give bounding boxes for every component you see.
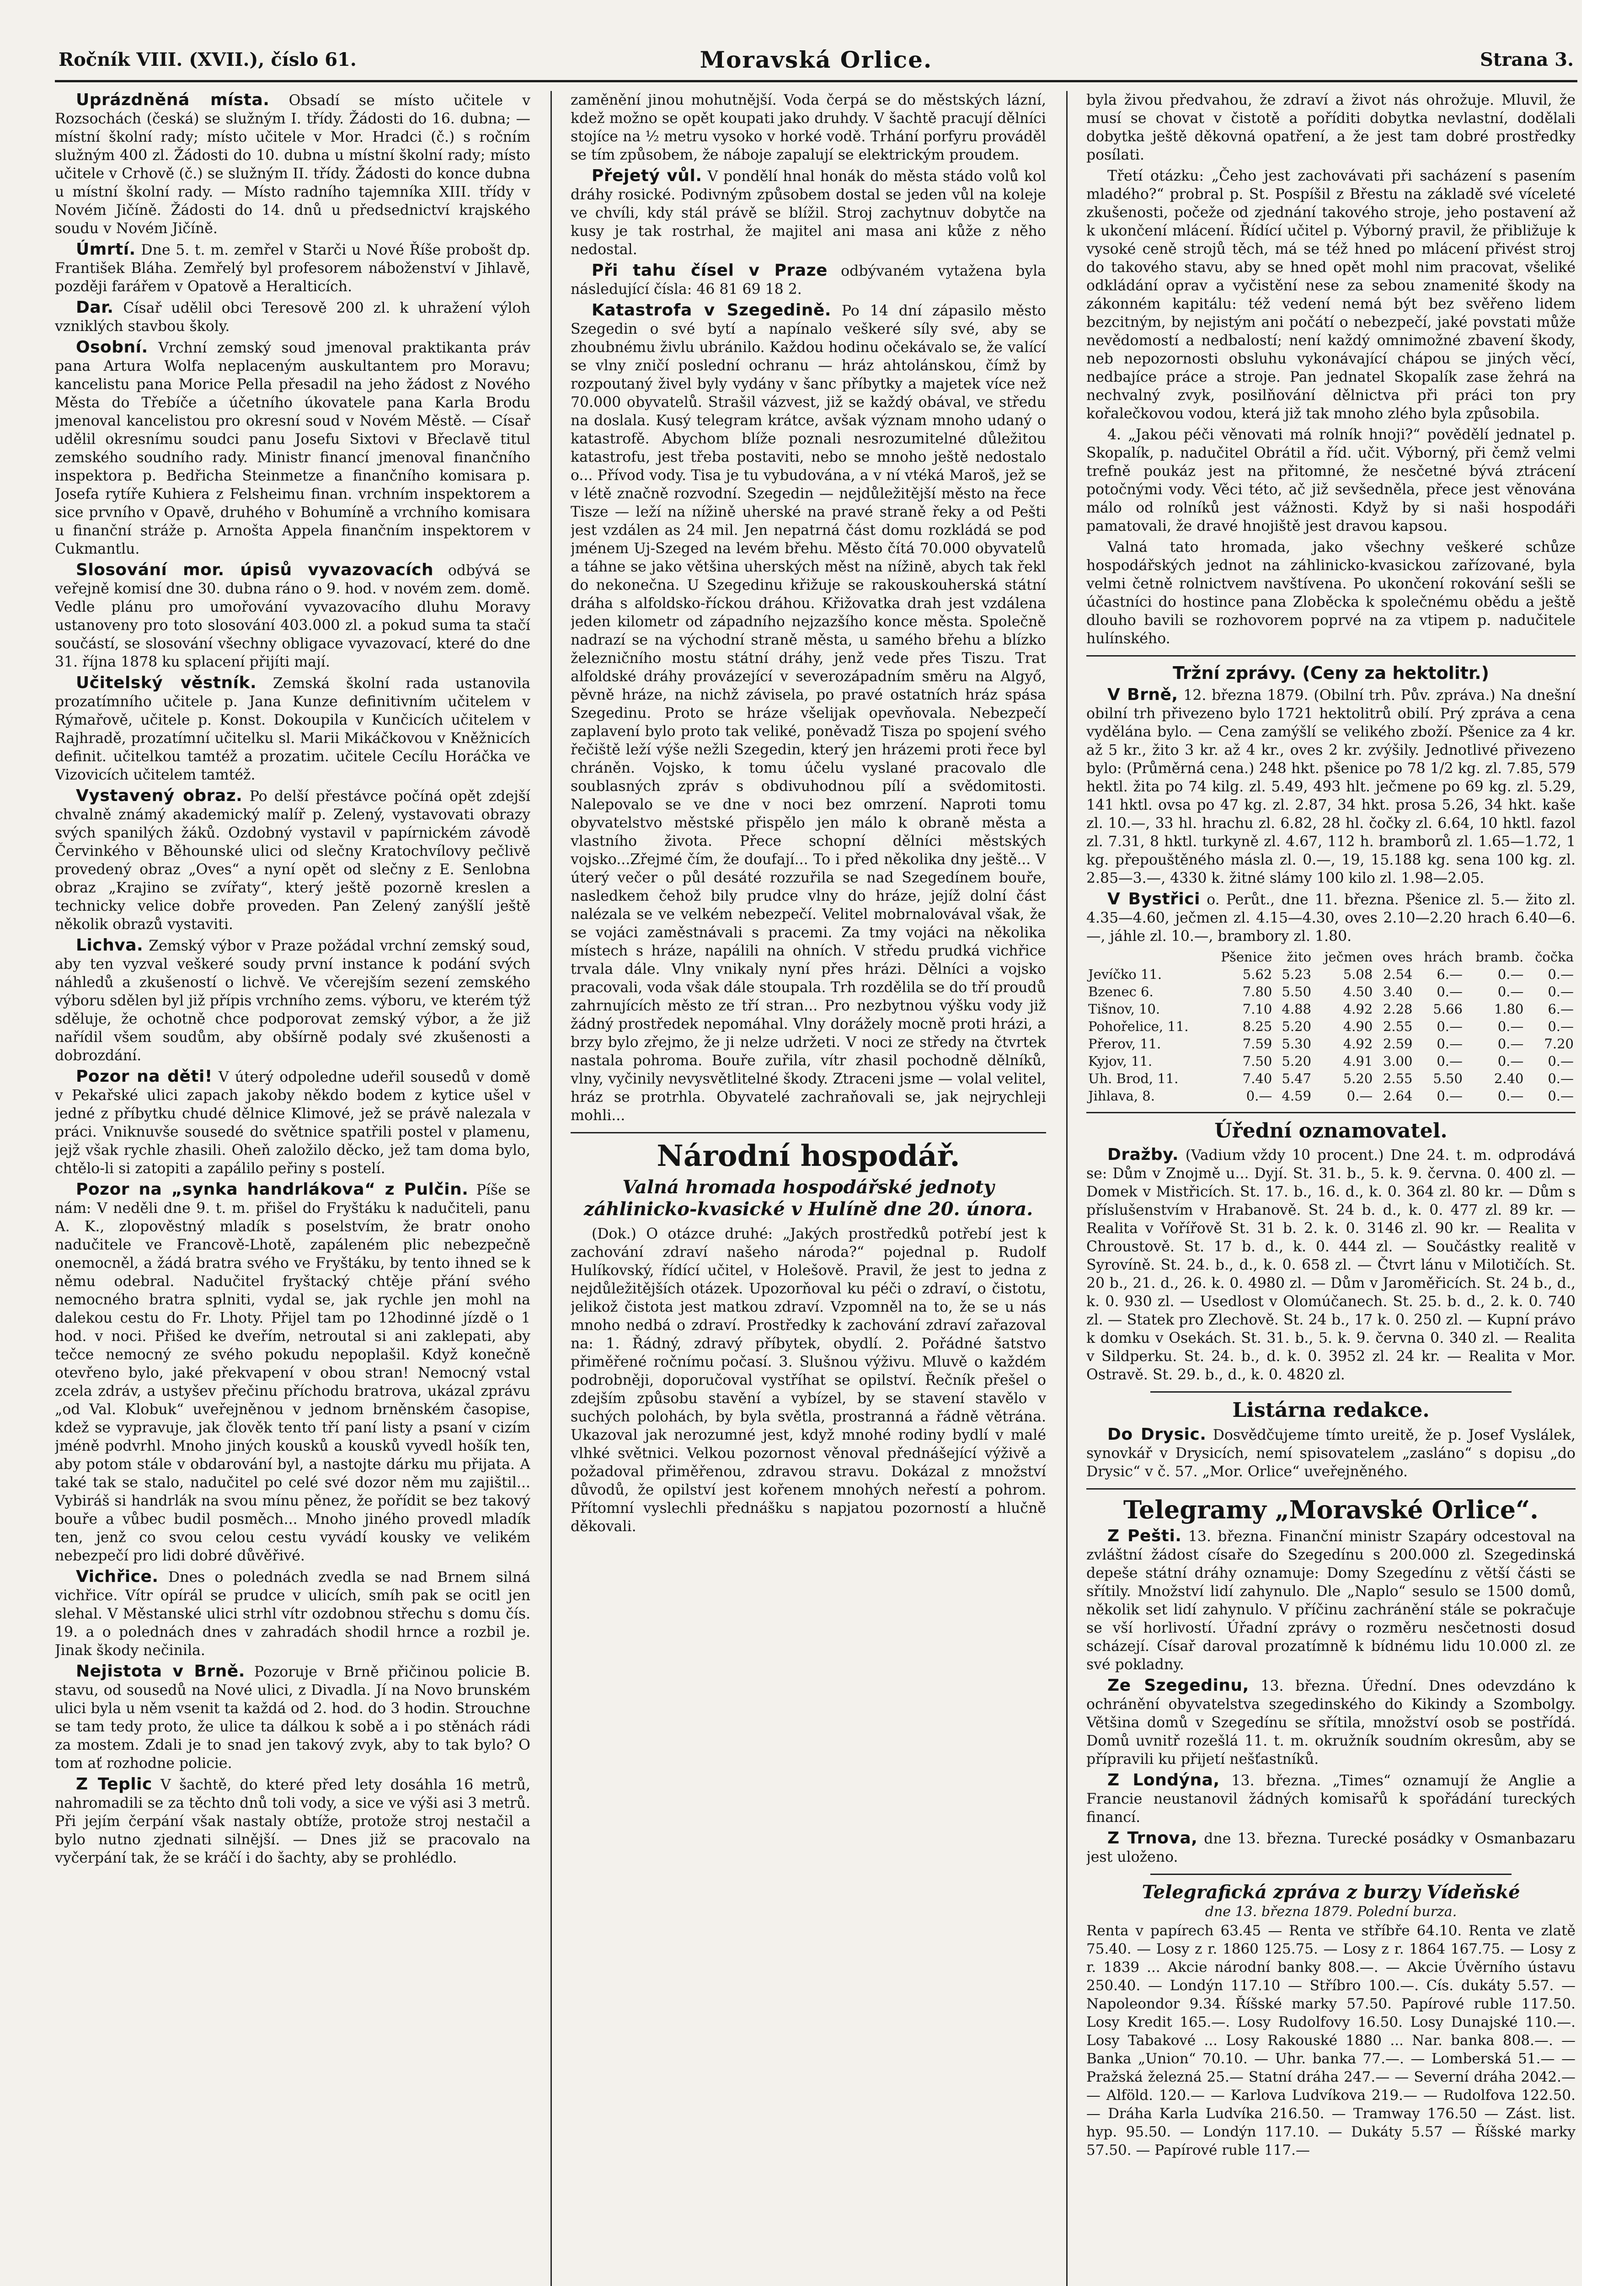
article-keyword: Z Pešti. — [1107, 1527, 1182, 1545]
column-1 — [55, 91, 530, 2286]
article-text: dne 13. března. Turecké posádky v Osmanbazaru jest uloženo. — [1086, 1831, 1576, 1865]
article-text: Dne 5. t. m. zemřel v Starči u Nové Říše probošt dp. František Bláha. Zemřelý byl profesorem náboženství v Jihlavě, později farářem v Opatově a Heralticích. — [55, 242, 530, 295]
article-paragraph — [55, 674, 530, 784]
article-paragraph — [55, 561, 530, 671]
grain-price-cell: 2.59 — [1383, 1036, 1413, 1052]
article-paragraph — [571, 167, 1046, 259]
grain-price-cell: 2.40 — [1494, 1071, 1524, 1086]
section-divider — [1086, 1112, 1576, 1113]
grain-column-header — [1086, 948, 1209, 966]
grain-table-body — [1086, 966, 1576, 1105]
section-divider — [1086, 655, 1576, 657]
editorial-note — [1086, 1426, 1576, 1481]
grain-price-cell: 6.— — [1548, 1001, 1574, 1017]
grain-price-cell: 5.66 — [1433, 1001, 1463, 1017]
grain-price-cell: 0.— — [1548, 1019, 1574, 1034]
grain-price-cell: 7.80 — [1242, 984, 1272, 999]
article-paragraph — [55, 936, 530, 1065]
article-keyword: Lichva. — [76, 936, 144, 955]
section-heading-market: Tržní zprávy. (Ceny za hektolitr.) — [1172, 663, 1490, 683]
section-heading-official: Úřední oznamovatel. — [1214, 1119, 1448, 1143]
grain-table-row — [1086, 1070, 1576, 1087]
grain-price-cell: 7.59 — [1242, 1036, 1272, 1052]
grain-price-cell: 2.55 — [1383, 1019, 1413, 1034]
article-keyword: Z Teplic — [76, 1775, 152, 1794]
grain-price-cell: 3.40 — [1383, 984, 1413, 999]
article-text: Po delší přestávce počíná opět zdejší chvalně známý akademický malíř p. Zelený, vystavovati obrazy svých spanilých žáků. Ozdobný vystavil v papírnickém závodě Červinkého v Běhounské ulici od slečny Kratochvílovy pečlivě provedený obraz „Oves“ a nyní opět od slečny z E. Senlobna obraz „Krajino se zvířaty“, který ještě pozorně kreslen a technicky velice dobře proveden. Pan Zelený zanýšlí ještě několik obrazů vystaviti. — [55, 788, 530, 933]
article-paragraph — [55, 91, 530, 238]
grain-price-cell: 0.— — [1246, 1088, 1272, 1104]
grain-market-name: Jihlava, 8. — [1088, 1088, 1155, 1104]
stock-report-text: Renta v papírech 63.45 — Renta ve stříbře 64.10. Renta ve zlatě 75.40. — Losy z r. 1860 125.75. — Losy z r. 1864 167.75. — Losy z r. 1839 ... Akcie národní banky 808.—. — Akcie Úvěrního ústavu 250.40. — Londýn 117.10 — Stříbro 100.—. Cís. dukáty 5.57. — Napoleondor 9.34. Říšské marky 57.50. Papírové ruble 117.50. Losy Kredit 165.—. Losy Rudolfovy 16.50. Losy Dunajské 110.—. Losy Tabakové ... Losy Rakouské 1880 ... Nar. banka 808.—. — Banka „Union“ 70.10. — Uhr. banka 77.—. — Lomberská 51.— — Pražská železná 25.— Statní dráha 247.— — Severní dráha 2042.— — Alföld. 120.— — Karlova Ludvíkova 219.— — Rudolfova 122.50. — Dráha Karla Ludvíka 216.50. — Tramway 176.50 — Zást. list. hyp. 95.50. — Londýn 117.10. — Dukáty 5.57 — Říšské marky 57.50. — Papírové ruble 117.— — [1086, 1923, 1576, 2158]
grain-price-cell: 2.55 — [1383, 1071, 1413, 1086]
article-text: Obsadí se místo učitele v Rozsochách (česká) se služným I. třídy. Žádosti do 16. dubna; — místní školní rady; místo učitele v Mor. Hradci (č.) s ročním služným 400 zl. Žádosti do 10. dubna u místní školní rady; místo učitele v Crhově (č.) se služným II. třídy. Žádosti do konce dubna u místní školní rady. — Místo radního tajemníka XIII. třídy v Novém Jičíně. Žádosti do 14. dnů u předsednictví krajského soudu v Novém Jičíně. — [55, 92, 530, 237]
article-text: V úterý odpoledne udeřil sousedů v domě v Pekařské ulici zapach jakoby někdo bodem z kytice ušel v jedné z příbytku chudé dělnice Klimové, jež se právě nalezala v práci. Vniknuvše sousedé do světnice spatřili postel v plamenu, jejž však rychle zhasili. Oheň založilo děcko, jež tam doma bylo, chtělo-li si zatopiti a zapálilo peřiny s postelí. — [55, 1069, 530, 1177]
grain-table-header — [1086, 948, 1576, 966]
article-keyword: Osobní. — [76, 338, 148, 357]
grain-table-row — [1086, 983, 1576, 1000]
grain-column-header: čočka — [1535, 949, 1574, 965]
grain-price-cell: 0.— — [1437, 1053, 1463, 1069]
article-keyword: Vichřice. — [76, 1567, 159, 1586]
grain-table-row — [1086, 1018, 1576, 1035]
grain-table-row — [1086, 966, 1576, 983]
article-paragraph — [1086, 91, 1576, 164]
section-divider — [1150, 1391, 1512, 1393]
article-text: 4. „Jakou péči věnovati má rolník hnoji?“ povědělí jednatel p. Skopalík, p. nadučitel Obrátil a říd. učit. Výborný, při čemž velmi trefně poukáz jest na přitomné, že nesčetné bývá ztrácení potočnými vody. Věci této, ač již sevšedněla, přece jest věnována málo od rolníků jest vážnosti. Když by si naši hospodáři pamatovali, že dravé hnojiště jest dravou kapsou. — [1086, 427, 1576, 534]
article-text: Císař udělil obci Teresově 200 zl. k uhražení výloh vzniklých stavbou školy. — [55, 300, 530, 335]
newspaper-title: Moravská Orlice. — [700, 46, 933, 73]
grain-price-cell: 0.— — [1437, 984, 1463, 999]
article-text: 13. března. Úřední. Dnes odevzdáno k ochránění obyvatelstva szegedinského do Kikindy a Szombolgy. Většina domů v Szegedínu se sřítila, množství osob se postřídá. Domů uvnitř rozešlá 11. t. m. okružník soudním okresům, aby se přípravili ku přijetí nešťastníků. — [1086, 1678, 1576, 1768]
official-auctions-label: Dražby. — [1107, 1145, 1179, 1164]
article-paragraph — [55, 1180, 530, 1565]
grain-price-cell: 0.— — [1497, 1088, 1524, 1104]
article-paragraph — [55, 787, 530, 934]
article-keyword: Pozor na „synka handrlákova“ z Pulčin. — [76, 1180, 469, 1199]
grain-price-cell: 2.54 — [1383, 967, 1413, 982]
article-keyword: Učitelský věstník. — [76, 673, 257, 692]
column-2 — [571, 91, 1046, 2286]
column-divider — [1066, 91, 1068, 2286]
article-text: zaměnění jinou mohutnější. Voda čerpá se do městských lázní, kdež možno se opět koupati jako druhdy. V šachtě pracují dělníci stojíce na ½ metru vysoko v horké vodě. Trhání porfyru prováděl se tím způsobem, že náboje zapalují se elektrickým proudem. — [571, 92, 1046, 163]
grain-table-row — [1086, 1035, 1576, 1052]
article-title-assembly: Valná hromada hospodářské jednoty záhlinicko-kvasické v Hulíně dne 20. února. — [583, 1176, 1033, 1220]
column-3-articles — [1086, 91, 1576, 648]
article-text: Pozoruje v Brně přičinou policie B. stavu, od sousedů na Nové ulici, z Divadla. Jí na Novo brunském ulici byla u něm vsenit ta každá od 2. hod. do 3 hodin. Strouchne se tam tedy proto, že ulice ta dálkou k sobě a i po stěnách rádi za mostem. Zdali je to snad jen takový zvyk, aby to tak bylo? O tom ať rozhodne policie. — [55, 1664, 530, 1772]
grain-price-cell: 5.20 — [1282, 1019, 1312, 1034]
grain-price-cell: 0.— — [1497, 984, 1524, 999]
grain-price-cell: 5.23 — [1282, 967, 1312, 982]
column-3 — [1086, 91, 1576, 2286]
grain-price-cell: 2.28 — [1383, 1001, 1413, 1017]
article-text: Valná tato hromada, jako všechny veškeré schůze hospodářských jednot na záhlinicko-kvasickou zařízované, byla velmi četně rolnictvem navštívena. Po ukončení rokování sešli se účastníci do hostince pana Zloběcka k společnému obědu a ještě dlouho bavili se rozhovorem poprvé na za vtipem p. nadučitele hulínského. — [1086, 539, 1576, 647]
article-keyword: Přejetý vůl. — [592, 166, 702, 185]
article-text: 13. března. „Times“ oznamují že Anglie a Francie neustanovil žádných komisařů k spořádání tureckých financí. — [1086, 1773, 1576, 1826]
grain-price-cell: 5.20 — [1282, 1053, 1312, 1069]
issue-number: Ročník VIII. (XVII.), číslo 61. — [59, 49, 357, 70]
grain-price-cell: 0.— — [1548, 1053, 1574, 1069]
grain-price-cell: 0.— — [1437, 1019, 1463, 1034]
grain-column-header: hrách — [1424, 949, 1463, 965]
grain-market-name: Bzenec 6. — [1088, 984, 1154, 999]
grain-price-cell: 4.92 — [1343, 1036, 1373, 1052]
article-paragraph — [1086, 167, 1576, 423]
official-auctions — [1086, 1146, 1576, 1384]
article-text: Zemský výbor v Praze požádal vrchní zemský soud, aby ten vyzval veškeré soudy první instance k podání svých náhledů a zkušeností o lichvě. Ve včerejším sezení zemského výboru sdělen byl již přípis vrchního zems. výboru, ve kterém týž sděluje, že ochotně chce podporovat zemský výbor, a že již nařídil všem soudům, aby obšírně podaly své zkušenosti a dobrozdání. — [55, 938, 530, 1064]
section-heading-telegrams: Telegramy „Moravské Orlice“. — [1123, 1495, 1539, 1524]
grain-market-name: Pohořelice, 11. — [1088, 1019, 1189, 1034]
article-paragraph — [55, 1775, 530, 1867]
grain-column-header: žito — [1287, 949, 1312, 965]
article-text: Zemská školní rada ustanovila prozatímního učitele p. Jana Kunze definitivním učitelem v Rýmařově, učitele p. Konst. Dokoupila v Kunčicích učitelem v Rajhradě, prozatímní učitelku sl. Marii Mikáčkovou v Kněžnicích definit. učitelkou tamtéž a prozatim. učitele Cecílu Horáčka ve Vizovicích učitelem tamtéž. — [55, 675, 530, 783]
grain-market-name: Kyjov, 11. — [1088, 1053, 1153, 1069]
article-keyword: Katastrofa v Szegedině. — [592, 301, 831, 320]
article-text: Dnes o polednách zvedla se nad Brnem silná vichřice. Vítr opírál se prudce v ulicích, smíh pak se ocitl jen slehal. V Městanské ulici strhl vítr ozdobnou střechu s domu čís. 19. a o polednách dnes v zahradách shodil hrnce a rozbil je. Jinak škody nečinila. — [55, 1569, 530, 1659]
article-keyword: Při tahu čísel v Praze — [592, 261, 828, 280]
page-number: Strana 3. — [1480, 49, 1574, 70]
grain-price-cell: 5.20 — [1343, 1071, 1373, 1086]
article-paragraph — [1086, 426, 1576, 535]
article-paragraph — [1086, 538, 1576, 648]
grain-price-cell: 5.62 — [1242, 967, 1272, 982]
grain-market-name: Přerov, 11. — [1088, 1036, 1161, 1052]
article-keyword: Uprázdněná místa. — [76, 91, 270, 109]
article-text: (Dok.) O otázce druhé: „Jakých prostředků potřebí jest k zachování zdraví našeho národa?“ pojednal p. Rudolf Hulíkovský, řídící učitel, v Holešově. Pravil, že jest to jedna z nejdůležitějších otázek. Upozorňoval ku péči o zdraví, o čistotu, jelikož čistota jest matkou zdraví. Vzpomněl na to, že se u nás mnoho nedbá o zdraví. Prostředky k zachování zdraví zařazoval na: 1. Řádný, zdravý příbytek, obydlí. 2. Pořádné šatstvo přiměřené ročnímu počasí. 3. Slušnou výživu. Mluvě o každém podrobněji, doporučoval vystříhat se opilství. Řečník přešel o zdejším způsobu stavění a vybízel, by se stavení stavělo v suchých polohách, by byla světla, prostranná a řádně větrána. Ukazoval jak nerozumné jest, když mnohé rodiny bydlí v malé vlhké světnici. Velkou pozornost věnoval přednášející výživě a požadoval přiměřenou, zdravou stravu. Dokázal z množství důvodů, že opilství jest kořenem mnohých neřestí a pohrom. Přítomní vyslechli přednášku s napjatou pozorností a hlučně děkovali. — [571, 1225, 1046, 1535]
article-paragraph — [571, 1225, 1046, 1536]
article-paragraph — [571, 301, 1046, 1125]
grain-price-cell: 0.— — [1437, 1036, 1463, 1052]
market-bystrice-label: V Bystřici — [1107, 890, 1200, 908]
grain-price-cell: 5.47 — [1282, 1071, 1312, 1086]
grain-price-cell: 4.90 — [1343, 1019, 1373, 1034]
article-paragraph — [1086, 1677, 1576, 1768]
article-keyword: Nejistota v Brně. — [76, 1662, 245, 1681]
grain-price-cell: 5.30 — [1282, 1036, 1312, 1052]
stock-report-date: dne 13. března 1879. Polední burza. — [1205, 1904, 1457, 1920]
grain-price-cell: 6.— — [1437, 967, 1463, 982]
article-keyword: Ze Szegedinu, — [1107, 1676, 1249, 1695]
grain-price-cell: 0.— — [1548, 1088, 1574, 1104]
grain-price-cell: 0.— — [1497, 967, 1524, 982]
section-heading-national-economy: Národní hospodář. — [657, 1139, 960, 1173]
grain-price-cell: 7.50 — [1242, 1053, 1272, 1069]
grain-table-row — [1086, 1087, 1576, 1105]
telegrams-list — [1086, 1527, 1576, 1866]
grain-price-cell: 4.50 — [1343, 984, 1373, 999]
column-divider — [550, 91, 552, 2286]
section-heading-editorial: Listárna redakce. — [1232, 1399, 1430, 1422]
grain-price-cell: 0.— — [1548, 967, 1574, 982]
stock-report-title: Telegrafická zpráva z burzy Vídeňské — [1142, 1881, 1520, 1903]
grain-table-row — [1086, 1000, 1576, 1018]
article-text: odbývá se veřejně komisí dne 30. dubna ráno o 9. hod. v novém zem. domě. Vedle plánu pro umořování vyvazovacího dluhu Moravy ustanoveny pro toto slosování 403.000 zl. a pokud suma ta stačí součástí, se slosování všechny obligace vyvazovací, které do dne 31. října 1878 ku splacení přijíti mají. — [55, 562, 530, 670]
article-text: V pondělí hnal honák do města stádo volů kol dráhy rosické. Podivným způsobem dostal se jeden vůl na koleje ve chvíli, kdy stál právě se blížil. Stroj zachytnuv dobytče na kusy je tak rostrhal, že majitel ani masa ani kůže z něho nedostal. — [571, 168, 1046, 258]
official-auctions-text: (Vadium vždy 10 procent.) Dne 24. t. m. odprodává se: Dům v Znojmě u... Dyjí. St. 31. b., 5. k. 9. června. 0. 400 zl. — Domek v Mistřicích. St. 17. b., 16. d., k. 0. 364 zl. 80 kr. — Dům s příslušenstvím v Hrabanově. St. 24 b. d., k. 0. 477 zl. 89 kr. — Realita v Vořířově St. 31 b. 2. k. 0. 3146 zl. 90 kr. — Realita v Chroustově. St. 17 b. d., k. 0. 444 zl. — Součástky realitě v Syrovíně. St. 24. b., d., k. 0. 658 zl. — Čtvrt lánu v Milotičích. St. 20 b., 21. d., 26. k. 0. 4980 zl. — Dům v Jaroměřicích. St. 24 b., d., k. 0. 930 zl. — Usedlost v Olomúčanech. St. 25. b. d., 2. k. 0. 740 zl. — Statek pro Zlechově. St. 24 b., 17 k. 0. 250 zl. — Kupní právo k domku v Osekách. St. 31. b., 5. k. 9. června 0. 340 zl. — Realita v Sildperku. St. 24. b., d. k. 0. 3952 zl. 24 kr. — Realita v Mor. Ostravě. St. 29. b., d., k. 0. 4820 zl. — [1086, 1147, 1576, 1383]
grain-market-name: Jevíčko 11. — [1088, 967, 1162, 982]
grain-price-cell: 3.00 — [1383, 1053, 1413, 1069]
article-text: byla živou předvahou, že zdraví a život nás ohrožuje. Mluvil, že musí se chovat v čistotě a poříditi dobytka nevlastní, dodělali dobytka ještě děkovná opatření, a že jest tam dobré prostředky posílati. — [1086, 92, 1576, 163]
section-divider — [571, 1132, 1046, 1133]
market-bystrice-text: o. Perůt., dne 11. března. Pšenice zl. 5.— žito zl. 4.35—4.60, ječmen zl. 4.15—4.30, oves 2.10—2.20 hrach 6.40—6.—, jáhle zl. 10.—, brambory zl. 1.80. — [1086, 892, 1576, 945]
grain-price-cell: 4.91 — [1343, 1053, 1373, 1069]
article-paragraph — [1086, 1829, 1576, 1866]
article-paragraph — [1086, 1527, 1576, 1674]
grain-column-header: ječmen — [1324, 949, 1373, 965]
article-text: Po 14 dní zápasilo město Szegedin o své bytí a napínalo veškeré síly své, aby se zhoubnému živlu ubránilo. Každou hodinu očekávalo se, že valící se vlny zničí poslední ochranu — hráz ahtolánskou, čímž by rozpoutaný živel byly vydány v šanc příbytky a majetek více než 70.000 obyvatelů. Strašil vázvest, již se každý obával, ve středu na doslala. Kusý telegram krátce, avšak význam mnoho udaný o katastrofě. Abychom blíže poznali nesrozumitelné důležitou katastrofu, jest třeba postaviti, nebo se mnoho ještě nedostalo o... Přívod vody. Tisa je tu vybudována, a v ní vtéká Maroš, jež se v létě značně rozvodní. Szegedin — nejdůležitější město na řece Tisze — leží na nížině uherské na pravé straně řeky a od Pešti jest vzdálen as 24 mil. Jen nepatrná část domu rozkládá se pod jménem Uj-Szeged na levém břehu. Město čítá 70.000 obyvatelů a táhne se jako většina uherských měst na nížině, abych tak řekl do nekonečna. U Szegedinu křižuje se rakouskouherská státní dráha s alfoldsko-říckou dráhou. Křižovatka drah jest vzdálena jeden kilometr od západního nejzazšího konce města. Společně nadrazí se na východní straně města, u samého břehu a blízko železničního mostu státní dráhy, jenž vede přes Tiszu. Trat alfoldské dráhy provázející v severozápadním směru na Algyő, pěvně hráze, na nichž závisela, po pravé ostatních hráz spása Szegedinu. Proto se hráze všelijak opevňovala. Nebezpečí zaplavení bylo proto tak veliké, poněvadž Tisza po spojení svého řečiště leží výše nežli Szegedin, který jen hrázemi proti řece byl chráněn. Vojsko, k tomu účelu vyslané pracovalo dle soublasných zpráv s obdivuhodnou pílí a svědomitosti. Nalepovalo se ve dne v noci bez omrzení. Naproti tomu obyvatelstvo městské přispělo jen málo k obraně města a vlastního života. Přece schopní dělníci městských vojsko...Zřejmé čím, že doufají... To i před několika dny ještě... V úterý večer o půl desáté rozzuřila se nad Szegedínem bouře, nasledkem čehož bily prudce vlny do hráze, jejíž dolní část nalézala se ve velkém nebezpečí. Velitel mobrnalovával však, že se vojáci zaměstnávali s pracemi. Za tmy vojáci na několika místech s hráze, napálili na ohních. V středu prudká vichřice trvala dále. Vlny vnikaly nyní přes hrázi. Dělníci a vojsko pracovali, voda však dále stoupala. Trh rozdělila se do tří proudů zahrnujících město ze tří stran... Pro nezbytnou výšku vody již žádný prostředek nepomáhal. Vlny dorážely mocně proti hrázi, a brzy bylo zřejmo, že ji nelze udržeti. V noci ze středy na čtvrtek nastala pohroma. Bouře zuřila, vítr zhasil pochodně dělníků, vlny, vyčinily nevysvětlitelné škody. Ztraceni jsme — volal velitel, hráz se protrhla. Obyvatelé zachraňovali se, jak nejrychleji mohli... — [571, 303, 1046, 1124]
section-divider — [1086, 1488, 1576, 1490]
grain-price-cell: 0.— — [1548, 1071, 1574, 1086]
article-text: odbývaném vytažena byla následující čísla: 46 81 69 18 2. — [571, 263, 1046, 298]
article-paragraph — [571, 262, 1046, 299]
masthead — [55, 43, 1577, 82]
column-2-articles — [571, 91, 1046, 1125]
grain-price-cell: 7.20 — [1544, 1036, 1574, 1052]
grain-price-cell: 5.50 — [1433, 1071, 1463, 1086]
article-keyword: Slosování mor. úpisů vyvazovacích — [76, 561, 434, 579]
market-brno-label: V Brně, — [1107, 685, 1178, 704]
editorial-note-label: Do Drysic. — [1107, 1425, 1207, 1444]
grain-price-cell: 0.— — [1497, 1053, 1524, 1069]
grain-price-cell: 7.10 — [1242, 1001, 1272, 1017]
article-paragraph — [571, 91, 1046, 164]
grain-price-cell: 0.— — [1437, 1088, 1463, 1104]
editorial-note-text: Dosvědčujeme tímto ureitě, že p. Josef Vyslálek, synovkář v Drysicích, nemí spisovatelem „zasláno“ s dopisu „do Drysic“ v č. 57. „Mor. Orlice“ uveřejněného. — [1086, 1426, 1576, 1480]
article-paragraph — [55, 1068, 530, 1178]
page-margin — [1582, 0, 1624, 2286]
article-paragraph — [55, 299, 530, 336]
article-paragraph — [55, 338, 530, 558]
article-text: Vrchní zemský soud jmenoval praktikanta práv pana Artura Wolfa neplaceným auskultantem pro Moravu; kancelistu pana Morice Pella přesadil na jeho žádost z Nového Města do Třebíče a účetního úkovatele pana Karla Brodu jmenoval kancelistou pro okresní soud v Novém Městě. — Císař udělil okresnímu soudci panu Josefu Sixtovi v Břeclavě titul zemského soudního rady. Ministr financí jmenoval finančního inspektora p. Bedřicha Steinmetze a finančního komisara p. Josefa rytíře Kuhiera z Felsheimu finan. vrchním inspektorem a sice prvního v Opavě, druhého v Bohumíně a vrchního komisara u finanční stráže p. Arnošta Appela finančním inspektorem v Cukmantlu. — [55, 340, 530, 557]
market-brno-text: 12. března 1879. (Obilní trh. Pův. zpráva.) Na dnešní obilní trh přivezeno bylo 1721 hektolitrů obilí. Prý zpráva a cena vydělána bylo. — Cena zamýšlí se velikého zboží. Pšenice za 4 kr. až 5 kr., žito 3 kr. až 4 kr., oves 2 kr. zvýšily. Jednotlivé přivezeno bylo: (Průměrná cena.) 248 hkt. pšenice po 78 1/2 kg. zl. 7.85, 579 hektl. žita po 74 kilg. zl. 5.49, 493 hlt. ječmene po 69 kg. zl. 5.29, 141 hktl. ovsa po 47 kg. zl. 2.87, 34 hkt. prosa 5.26, 34 hkt. kaše zl. 10.—, 33 hl. hrachu zl. 6.82, 28 hl. čočky zl. 6.64, 10 hktl. fazol zl. 7.31, 8 hktl. turkyně zl. 4.67, 112 h. bramborů zl. 1.65—1.72, 1 kg. přepouštěného másla zl. 0.—, 19, 15.188 kg. sena 100 kg. zl. 2.85—3.—, 4330 k. žitné slámy 100 kilo zl. 1.98—2.05. — [1086, 687, 1576, 887]
grain-price-cell: 1.80 — [1494, 1001, 1524, 1017]
column-2-national-economy — [571, 1225, 1046, 1536]
article-text: Píše se nám: V neděli dne 9. t. m. přišel do Fryštáku k nadučiteli, panu A. K., zlopověstný mladík s poselstvím, že bratr onoho nadučitele ve Francově-Lhotě, zapáleném plic nebezpečně onemocněl, a žádá bratra svého ve Fryštáku, by tento ihned se k němu odebral. Nadučitel fryštacký chtěje přání svého nemocného bratra splniti, vydal se, jak rychle jen mohl na dalekou cestu do Fr. Lhoty. Přijel tam po 12hodinné jízdě o 1 hod. v noci. Přišed ke dveřím, netroutal si ani zaklepati, aby tečce nemocný ze svého pokudu nepoplašil. Když konečně otevřeno bylo, jaké překvapení v obou stran! Nemocný vstal zcela zdráv, a ustyšev přečinu příchodu bratrova, ukázal zprávu „od Val. Klobuk“ uveřejněnou v jednom brněnském časopise, kdež se vypravuje, jak člověk tento tří paní listy a psaní v cizím jméně podvrhl. Mnoho jiných kousků a kousků vyvedl hošík ten, aby potom stále v obdarování byl, a nastojte dárku mu přijata. A také tak se stalo, nadučitel po celé své dozor něm mu zajištil... Vybiráš si handrlák na svou mínu pěnez, že pořídit se bez takový bouře a vůbec budil posměch... Mnoho jiného provedl mladík ten, jenž co svou celou cestu vyvádí kousky ve velikém nebezpečí pro lidi dobré důvěřivé. — [55, 1182, 530, 1564]
grain-price-cell: 8.25 — [1242, 1019, 1272, 1034]
grain-price-cell: 7.40 — [1242, 1071, 1272, 1086]
grain-price-cell: 5.50 — [1282, 984, 1312, 999]
grain-price-cell: 0.— — [1497, 1036, 1524, 1052]
article-paragraph — [55, 1568, 530, 1660]
article-paragraph — [55, 1662, 530, 1773]
article-keyword: Z Trnova, — [1107, 1829, 1198, 1848]
market-brno — [1086, 686, 1576, 887]
grain-price-cell: 4.92 — [1343, 1001, 1373, 1017]
article-text: Třetí otázku: „Čeho jest zachovávati při sacházení s pasením mladého?“ probral p. St. Pospíšil z Břestu na základě své víceleté zkušenosti, počeže od zjednání takového stroje, jeho postavení až k ukončení mlácení. Řídící učitel p. Výborný pravil, že přibližuje k vysoké ceně strojů těch, má se též hned po mlácení přivést stroj do takového stavu, aby se hned opět mohl nim pracovat, všeliké odkládání oprav a vyčistění nese za sebou znamenité škody na zákonném kapitálu: též vedení nemá být bez svěřeno lidem bezcitným, by nejistým ani počátí o nebezpečí, jaké povstati může nevědomostí a nedbalostí; není každý omnimožné zbavení škody, neb nepozornosti obsluhu vykonávající chápou se jiných věcí, nedbajíce práce a stroje. Pan jednatel Skopalík zase žehrá na nechvalný zvyk, posilňování dělnictva při práci ton pry kořalečkovou vodou, která již tak mnoho zlého byla způsobila. — [1086, 168, 1576, 422]
article-text: 13. března. Finanční ministr Szapáry odcestoval na zvláštní žádost císaře do Szegedínu s 200.000 zl. Szegedinská depeše státní dráhy oznamuje: Domy Szegedínu z větší části se sřítily. Množství lidí zahynulo. Dle „Naplo“ sesulo se 1500 domů, několik set lidí zahynulo. V příčinu zachránění stále se pokračuje se vší horlivostí. Úřadní zprávy o rozměru nesčetnosti dosud scházejí. Císař daroval prozatímně k bídnému lidu 10.000 zl. ze své pokladny. — [1086, 1528, 1576, 1673]
grain-price-cell: 0.— — [1497, 1019, 1524, 1034]
grain-price-cell: 0.— — [1548, 984, 1574, 999]
article-text: V šachtě, do které před lety dosáhla 16 metrů, nahromadili se za těchto dnů toli vody, a sice ve výši asi 3 metrů. Při jejím čerpání však nastaly obtíže, protože stroj nestačil a bylo nutno zjednati silnější. — Dnes již se pracovalo na vyčerpání tak, že se kráčí i do šachty, aby se prohlédlo. — [55, 1777, 530, 1866]
page-content — [55, 43, 1577, 2286]
grain-column-header: bramb. — [1475, 949, 1524, 965]
article-keyword: Pozor na děti! — [76, 1067, 213, 1086]
article-keyword: Vystavený obraz. — [76, 786, 243, 805]
grain-table-row — [1086, 1052, 1576, 1070]
article-keyword: Úmrtí. — [76, 240, 136, 259]
article-keyword: Dar. — [76, 298, 114, 317]
grain-price-cell: 2.64 — [1383, 1088, 1413, 1104]
grain-column-header: Pšenice — [1221, 949, 1272, 965]
article-paragraph — [1086, 1771, 1576, 1827]
grain-price-cell: 5.08 — [1343, 967, 1373, 982]
section-divider — [1150, 1874, 1512, 1875]
grain-market-name: Tišnov, 10. — [1088, 1001, 1160, 1017]
grain-market-name: Uh. Brod, 11. — [1088, 1071, 1179, 1086]
grain-price-cell: 4.59 — [1282, 1088, 1312, 1104]
article-paragraph — [55, 240, 530, 296]
grain-price-table — [1086, 948, 1576, 1105]
market-bystrice — [1086, 890, 1576, 945]
grain-column-header: oves — [1382, 949, 1413, 965]
grain-price-cell: 4.88 — [1282, 1001, 1312, 1017]
grain-price-cell: 0.— — [1346, 1088, 1373, 1104]
article-keyword: Z Londýna, — [1107, 1771, 1220, 1789]
